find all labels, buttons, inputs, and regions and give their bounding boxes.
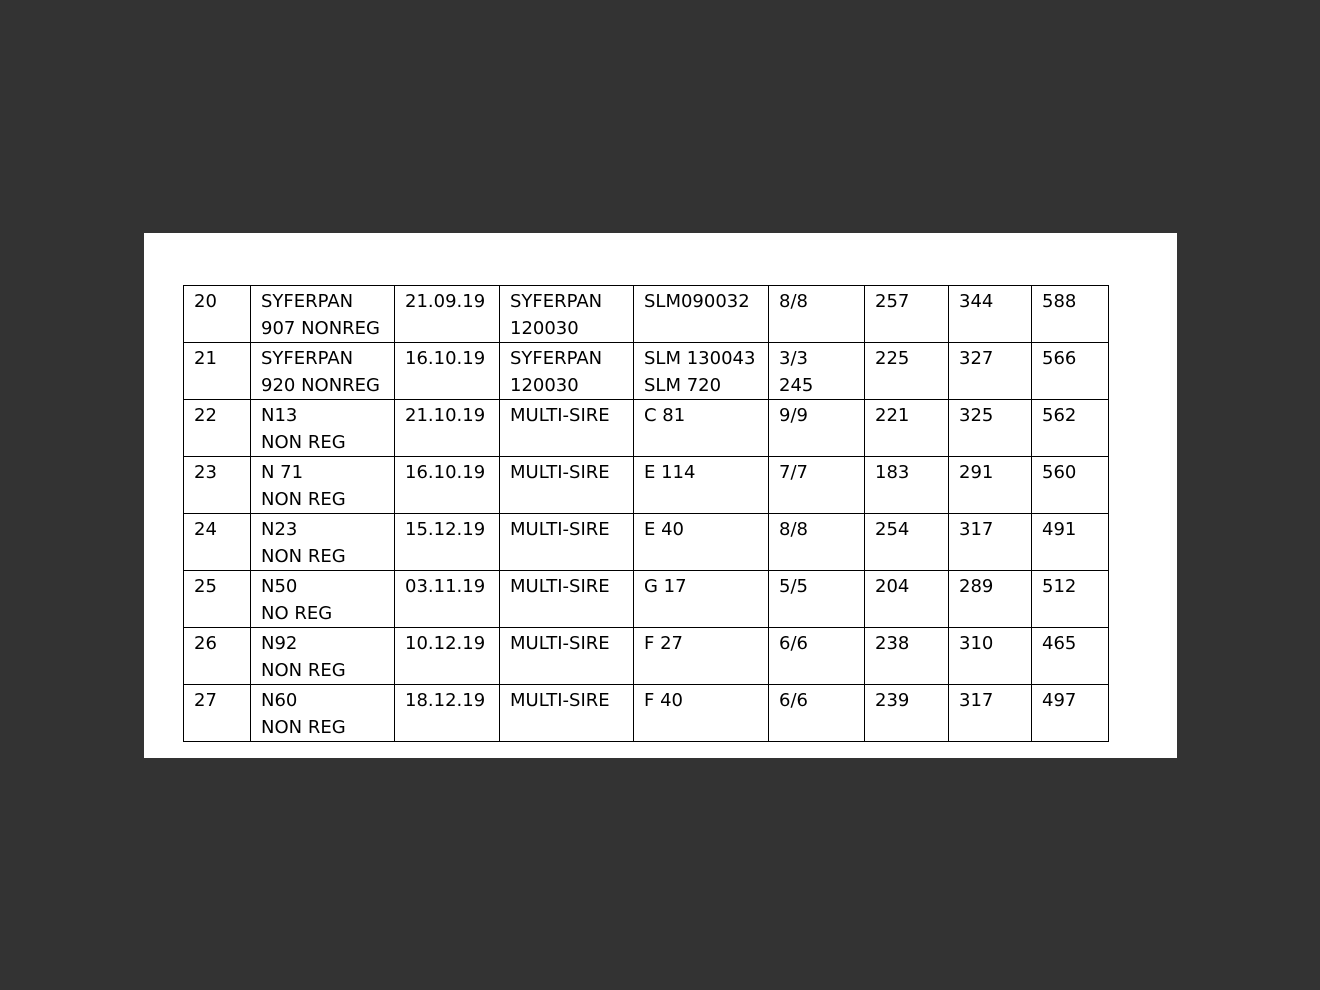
cell-date: 03.11.19 <box>395 571 500 628</box>
cell-ratio: 6/6 <box>769 685 865 742</box>
cell-animal-id <box>251 457 395 514</box>
cell-line: NON REG <box>261 432 346 453</box>
cell-animal-id <box>251 514 395 571</box>
cell-value-2: 317 <box>949 685 1032 742</box>
document-page <box>144 233 1177 758</box>
cell-line: SLM 130043 <box>644 348 756 369</box>
table-row <box>184 571 1109 628</box>
table-row <box>184 685 1109 742</box>
cell-value-2: 310 <box>949 628 1032 685</box>
cell-line: N60 <box>261 690 298 711</box>
table-body <box>184 286 1109 742</box>
cell-ratio: 8/8 <box>769 286 865 343</box>
cell-line: SLM 720 <box>644 375 722 396</box>
cell-value-1: 183 <box>865 457 949 514</box>
cell-row-number: 22 <box>184 400 251 457</box>
cell-animal-id <box>251 343 395 400</box>
cell-animal-id <box>251 571 395 628</box>
cell-value-1: 257 <box>865 286 949 343</box>
cell-line: NON REG <box>261 717 346 738</box>
cell-value-3: 497 <box>1032 685 1109 742</box>
cell-animal-id <box>251 685 395 742</box>
table-row <box>184 400 1109 457</box>
cell-sire-code: G 17 <box>634 571 769 628</box>
cell-date: 21.09.19 <box>395 286 500 343</box>
cell-value-3: 588 <box>1032 286 1109 343</box>
cell-line: 3/3 <box>779 348 808 369</box>
cell-line: SYFERPAN <box>510 291 603 312</box>
cell-value-2: 344 <box>949 286 1032 343</box>
cell-row-number: 23 <box>184 457 251 514</box>
cell-value-1: 204 <box>865 571 949 628</box>
cell-animal-id <box>251 286 395 343</box>
cell-line: NON REG <box>261 489 346 510</box>
cell-line: 245 <box>779 375 814 396</box>
cell-value-2: 317 <box>949 514 1032 571</box>
cell-sire-code: F 40 <box>634 685 769 742</box>
cell-value-2: 325 <box>949 400 1032 457</box>
cell-line: NO REG <box>261 603 333 624</box>
cell-date: 18.12.19 <box>395 685 500 742</box>
cell-sire-code: E 40 <box>634 514 769 571</box>
cell-value-3: 491 <box>1032 514 1109 571</box>
cell-line: 920 NONREG <box>261 375 381 396</box>
cell-value-1: 238 <box>865 628 949 685</box>
cell-row-number: 26 <box>184 628 251 685</box>
cell-value-2: 327 <box>949 343 1032 400</box>
cell-line: N50 <box>261 576 298 597</box>
cell-ratio: 9/9 <box>769 400 865 457</box>
table-row <box>184 343 1109 400</box>
cell-ratio: 6/6 <box>769 628 865 685</box>
cell-sire-code <box>634 343 769 400</box>
cell-value-3: 465 <box>1032 628 1109 685</box>
cell-value-3: 560 <box>1032 457 1109 514</box>
data-table <box>183 285 1109 742</box>
cell-value-2: 289 <box>949 571 1032 628</box>
cell-ratio: 8/8 <box>769 514 865 571</box>
cell-value-3: 562 <box>1032 400 1109 457</box>
cell-ratio: 7/7 <box>769 457 865 514</box>
cell-row-number: 24 <box>184 514 251 571</box>
cell-sire: MULTI-SIRE <box>500 400 634 457</box>
cell-line: 120030 <box>510 375 579 396</box>
cell-date: 21.10.19 <box>395 400 500 457</box>
cell-line: NON REG <box>261 546 346 567</box>
cell-animal-id <box>251 400 395 457</box>
cell-date: 16.10.19 <box>395 343 500 400</box>
cell-ratio: 5/5 <box>769 571 865 628</box>
cell-ratio <box>769 343 865 400</box>
cell-sire: MULTI-SIRE <box>500 571 634 628</box>
cell-line: SYFERPAN <box>510 348 603 369</box>
cell-value-1: 239 <box>865 685 949 742</box>
cell-line: N13 <box>261 405 298 426</box>
cell-sire-code: E 114 <box>634 457 769 514</box>
cell-sire-code: C 81 <box>634 400 769 457</box>
cell-sire: MULTI-SIRE <box>500 685 634 742</box>
cell-row-number: 25 <box>184 571 251 628</box>
cell-animal-id <box>251 628 395 685</box>
cell-line: SYFERPAN <box>261 348 354 369</box>
cell-line: N 71 <box>261 462 304 483</box>
table-row <box>184 286 1109 343</box>
cell-date: 15.12.19 <box>395 514 500 571</box>
table-row <box>184 514 1109 571</box>
cell-value-2: 291 <box>949 457 1032 514</box>
cell-value-1: 254 <box>865 514 949 571</box>
cell-value-1: 221 <box>865 400 949 457</box>
cell-row-number: 27 <box>184 685 251 742</box>
table-row <box>184 457 1109 514</box>
cell-sire <box>500 343 634 400</box>
table-row <box>184 628 1109 685</box>
cell-line: N23 <box>261 519 298 540</box>
cell-line: N92 <box>261 633 298 654</box>
cell-sire-code: SLM090032 <box>634 286 769 343</box>
cell-date: 16.10.19 <box>395 457 500 514</box>
cell-value-3: 566 <box>1032 343 1109 400</box>
cell-value-3: 512 <box>1032 571 1109 628</box>
cell-line: SYFERPAN <box>261 291 354 312</box>
cell-sire: MULTI-SIRE <box>500 628 634 685</box>
cell-row-number: 20 <box>184 286 251 343</box>
cell-line: NON REG <box>261 660 346 681</box>
cell-sire <box>500 286 634 343</box>
cell-line: 120030 <box>510 318 579 339</box>
cell-row-number: 21 <box>184 343 251 400</box>
cell-sire: MULTI-SIRE <box>500 514 634 571</box>
cell-value-1: 225 <box>865 343 949 400</box>
cell-sire: MULTI-SIRE <box>500 457 634 514</box>
cell-sire-code: F 27 <box>634 628 769 685</box>
cell-line: 907 NONREG <box>261 318 381 339</box>
cell-date: 10.12.19 <box>395 628 500 685</box>
